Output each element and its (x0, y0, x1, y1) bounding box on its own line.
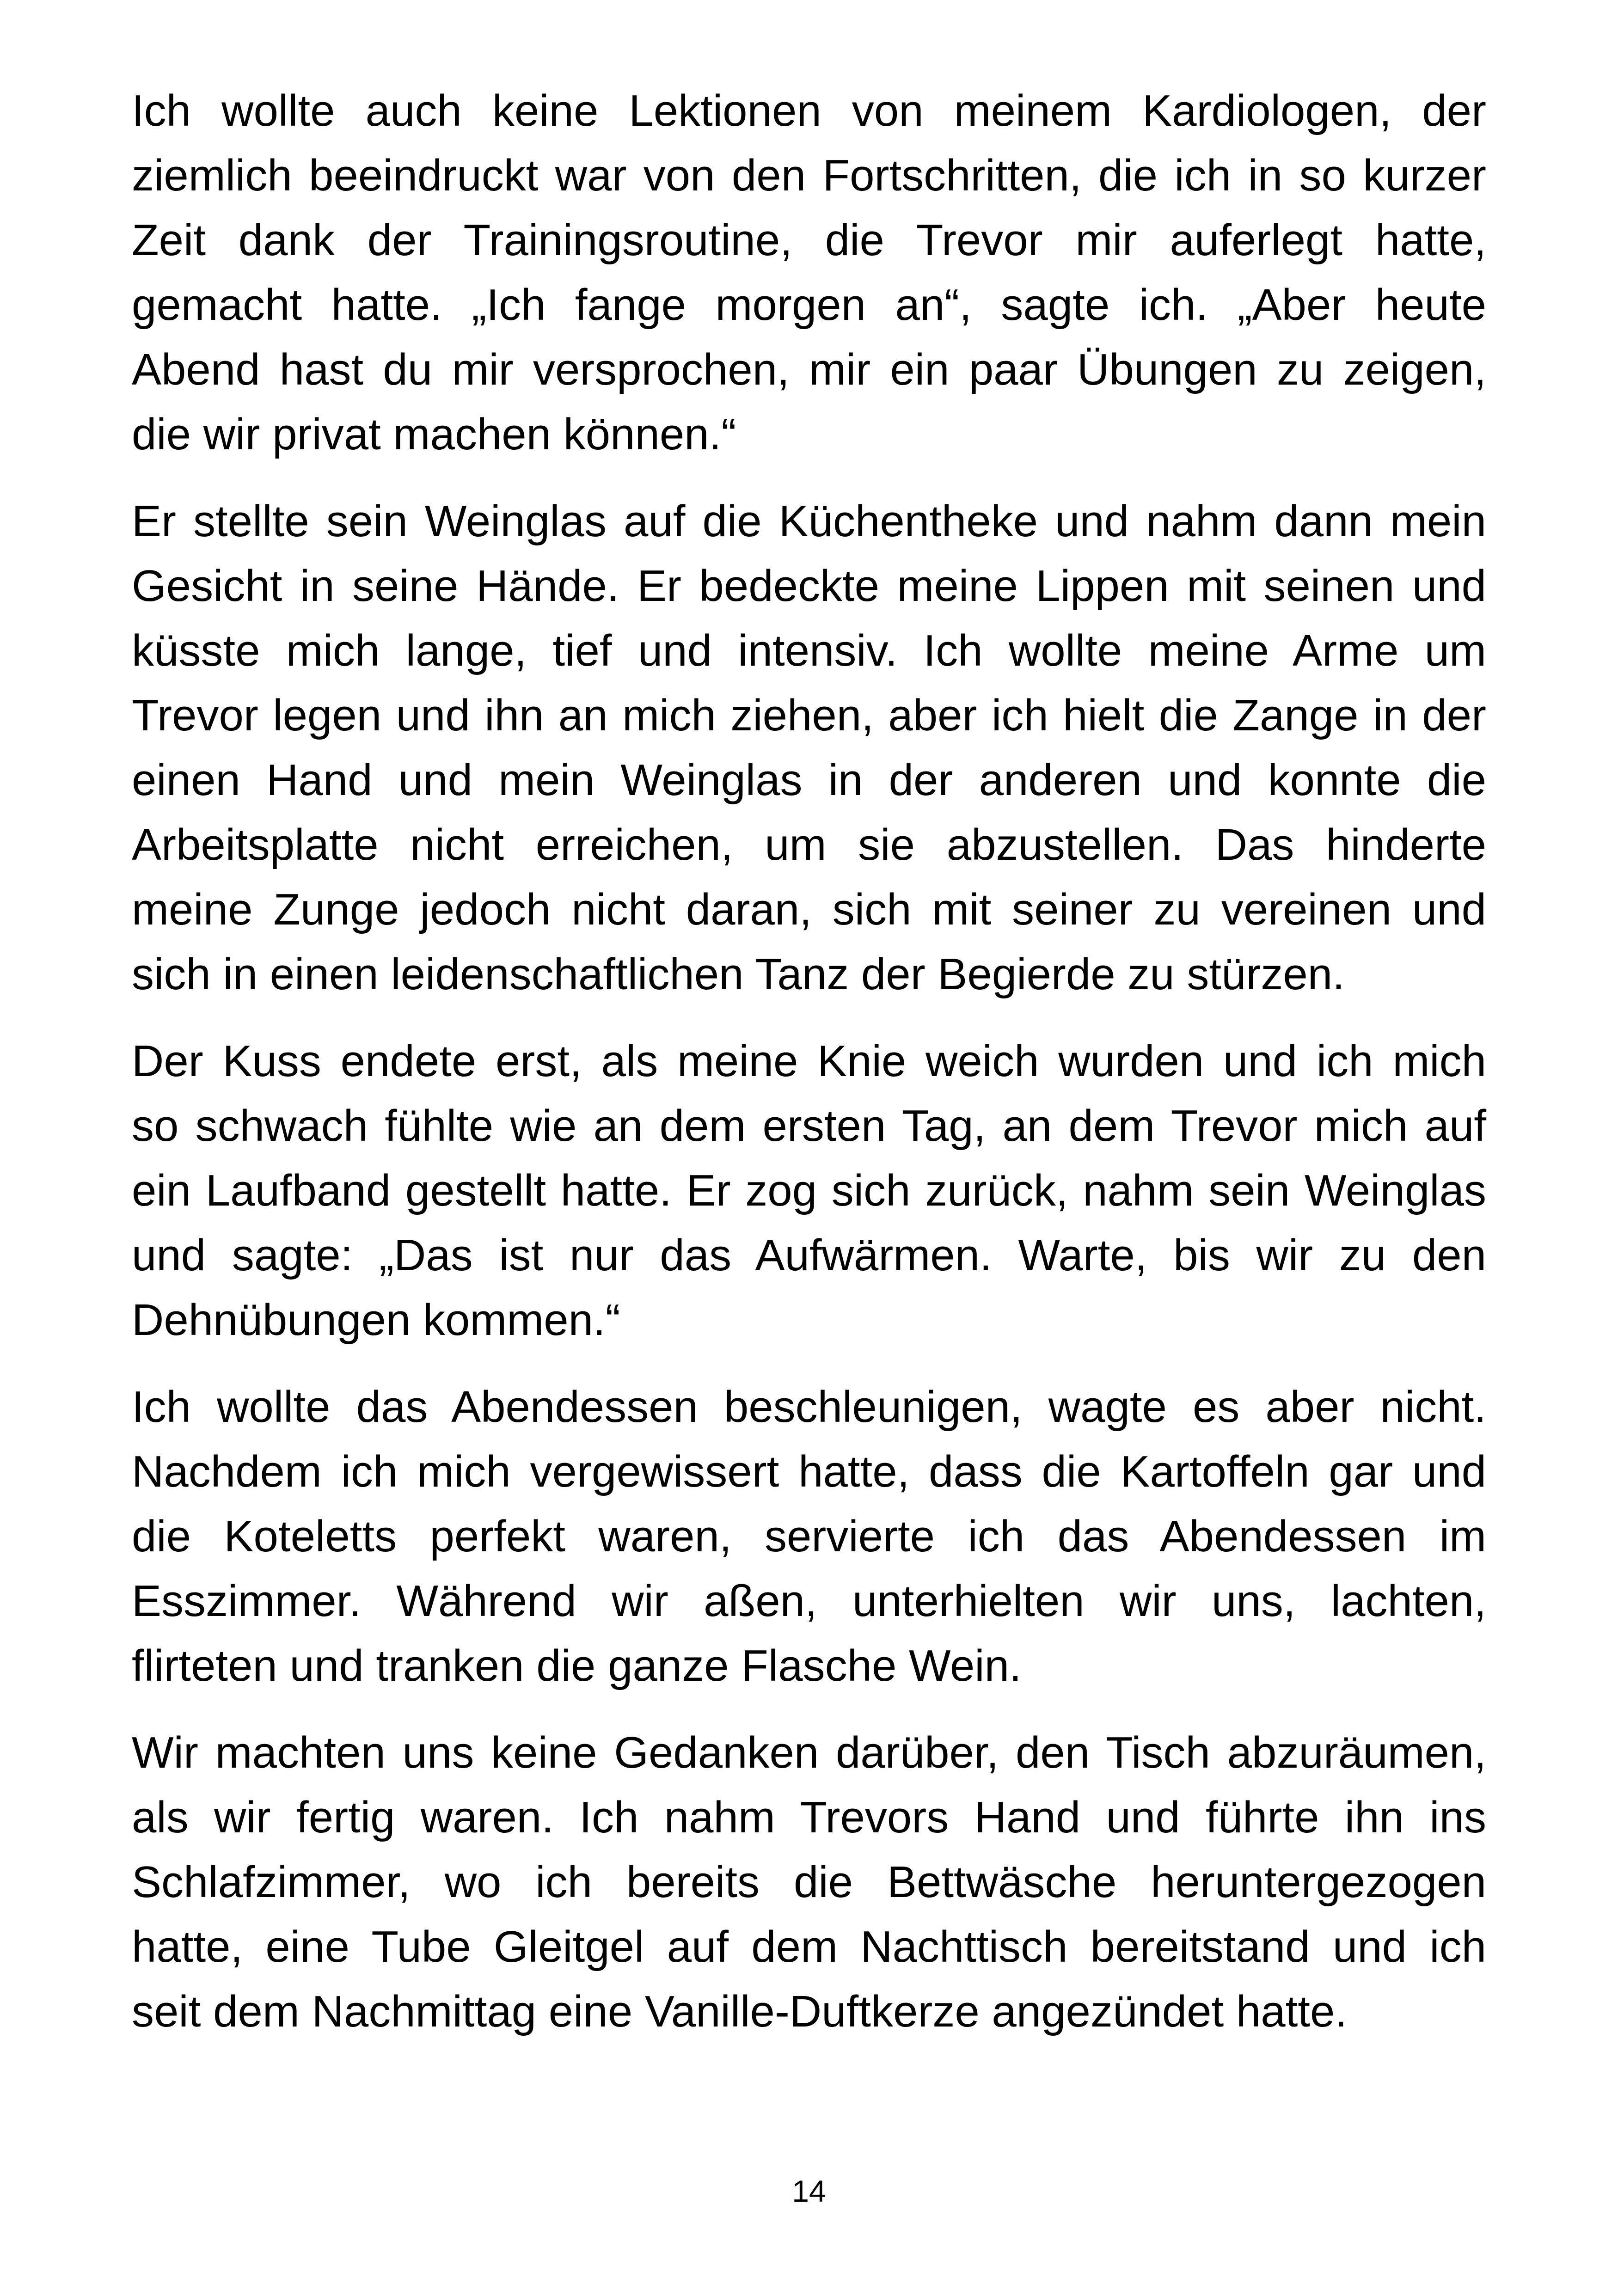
text-line: Schlafzimmer, wo ich bereits die Bettwäsche heruntergezogen (132, 1857, 1486, 1907)
text-line: Nachdem ich mich vergewissert hatte, dass die Kartoffeln gar und (132, 1447, 1486, 1496)
text-line: hatte, eine Tube Gleitgel auf dem Nachttisch bereitstand und ich (132, 1922, 1486, 1971)
text-line: Er stellte sein Weinglas auf die Küchentheke und nahm dann mein (132, 496, 1486, 546)
text-line: meine Zunge jedoch nicht daran, sich mit seiner zu vereinen und (132, 885, 1486, 934)
text-line: die wir privat machen können.“ (132, 410, 736, 459)
text-line: küsste mich lange, tief und intensiv. Ich wollte meine Arme um (132, 626, 1486, 675)
text-line: so schwach fühlte wie an dem ersten Tag, an dem Trevor mich auf (132, 1101, 1486, 1151)
text-line: seit dem Nachmittag eine Vanille-Duftkerze angezündet hatte. (132, 1987, 1348, 2036)
text-line: Ich wollte das Abendessen beschleunigen, wagte es aber nicht. (132, 1382, 1486, 1432)
text-line: Abend hast du mir versprochen, mir ein paar Übungen zu zeigen, (132, 345, 1486, 394)
paragraph-1 (132, 79, 1486, 467)
text-line: und sagte: „Das ist nur das Aufwärmen. Warte, bis wir zu den (132, 1231, 1486, 1280)
text-line: ziemlich beeindruckt war von den Fortschritten, die ich in so kurzer (132, 151, 1486, 200)
text-line: Der Kuss endete erst, als meine Knie weich wurden und ich mich (132, 1036, 1486, 1086)
text-line: Dehnübungen kommen.“ (132, 1295, 620, 1345)
text-line: Wir machten uns keine Gedanken darüber, den Tisch abzuräumen, (132, 1728, 1486, 1777)
text-line: Zeit dank der Trainingsroutine, die Trevor mir auferlegt hatte, (132, 215, 1486, 265)
text-line: flirteten und tranken die ganze Flasche Wein. (132, 1641, 1022, 1690)
paragraph-5 (132, 1720, 1486, 2044)
text-line: einen Hand und mein Weinglas in der anderen und konnte die (132, 755, 1486, 805)
text-line: Arbeitsplatte nicht erreichen, um sie abzustellen. Das hinderte (132, 820, 1486, 869)
text-line: Esszimmer. Während wir aßen, unterhielten wir uns, lachten, (132, 1576, 1486, 1626)
text-line: sich in einen leidenschaftlichen Tanz der Begierde zu stürzen. (132, 949, 1345, 999)
text-line: Trevor legen und ihn an mich ziehen, aber ich hielt die Zange in der (132, 691, 1486, 740)
paragraph-4 (132, 1375, 1486, 1698)
text-line: Ich wollte auch keine Lektionen von meinem Kardiologen, der (132, 86, 1486, 135)
text-line: ein Laufband gestellt hatte. Er zog sich zurück, nahm sein Weinglas (132, 1166, 1486, 1215)
text-line: die Koteletts perfekt waren, servierte ich das Abendessen im (132, 1512, 1486, 1561)
text-line: als wir fertig waren. Ich nahm Trevors Hand und führte ihn ins (132, 1793, 1486, 1842)
text-line: Gesicht in seine Hände. Er bedeckte meine Lippen mit seinen und (132, 561, 1486, 611)
page-number: 14 (792, 2174, 826, 2208)
body-text (132, 79, 1486, 2066)
paragraph-2 (132, 489, 1486, 1007)
text-line: gemacht hatte. „Ich fange morgen an“, sagte ich. „Aber heute (132, 280, 1486, 330)
paragraph-3 (132, 1029, 1486, 1353)
